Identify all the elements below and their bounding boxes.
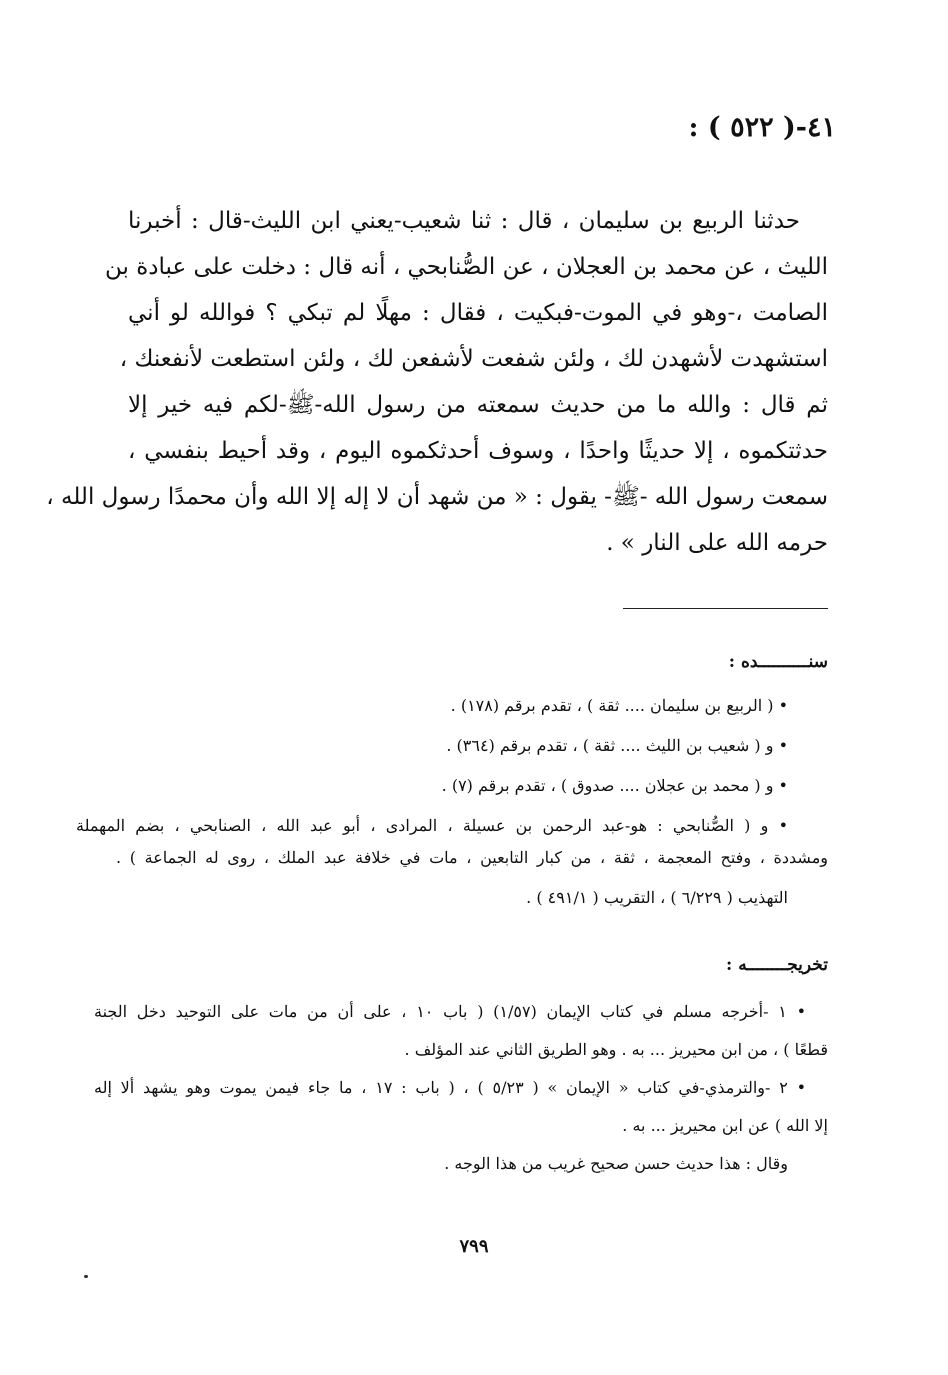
hadith-text-line: حدثنا الربيع بن سليمان ، قال : ثنا شعيب-يعني ابن الليث-قال : أخبرنا [128, 208, 800, 234]
sanad-item-continuation: ومشددة ، وفتح المعجمة ، ثقة ، من كبار التابعين ، مات في خلافة عبد الملك ، روى له الجماعة ) . [116, 848, 828, 867]
takhrij-item: • ١ -أخرجه مسلم في كتاب الإيمان (١/٥٧) ( باب ١٠ ، على أن من مات على التوحيد دخل الجنة [94, 1002, 807, 1021]
page-number: ٧٩٩ [459, 1236, 489, 1257]
hadith-text-line: حرمه الله على النار » . [606, 530, 828, 556]
hadith-text-line: ثم قال : والله ما من حديث سمعته من رسول الله-ﷺ-لكم فيه خير إلا [128, 392, 828, 418]
sanad-reference: التهذيب ( ٦/٢٢٩ ) ، التقريب ( ٤٩١/١ ) . [526, 888, 788, 907]
hadith-text-line: الصامت ،-وهو في الموت-فبكيت ، فقال : مهلًا لم تبكي ؟ فوالله لو أني [128, 300, 828, 326]
hadith-text-line: سمعت رسول الله -ﷺ- يقول : « من شهد أن لا إله إلا الله وأن محمدًا رسول الله ، [46, 484, 828, 510]
takhrij-item-continuation: قطعًا ) ، من ابن محيريز ... به . وهو الطريق الثاني عند المؤلف . [404, 1040, 828, 1059]
takhrij-item: • ٢ -والترمذي-في كتاب « الإيمان » ( ٥/٢٣ ) ، ( باب : ١٧ ، ما جاء فيمن يموت وهو يشهد ألا إله [94, 1078, 807, 1097]
hadith-text-line: استشهدت لأشهدن لك ، ولئن شفعت لأشفعن لك ، ولئن استطعت لأنفعنك ، [119, 346, 828, 372]
hadith-number-heading: ٤١-( ٥٢٢ ) : [688, 112, 836, 143]
sanad-item: • و ( محمد بن عجلان .... صدوق ) ، تقدم برقم (٧) . [441, 776, 788, 795]
sanad-item: • و ( الصُّنابحي : هو-عبد الرحمن بن عسيلة ، المرادى ، أبو عبد الله ، الصنابحي ، بضم المهملة [76, 816, 789, 835]
footnote-separator [623, 608, 828, 609]
takhrij-heading: تخريجــــــــه : [726, 955, 828, 975]
takhrij-comment: وقال : هذا حديث حسن صحيح غريب من هذا الوجه . [444, 1154, 788, 1173]
sanad-item: • ( الربيع بن سليمان .... ثقة ) ، تقدم برقم (١٧٨) . [450, 696, 788, 715]
sanad-item: • و ( شعيب بن الليث .... ثقة ) ، تقدم برقم (٣٦٤) . [446, 736, 788, 755]
hadith-text-line: الليث ، عن محمد بن العجلان ، عن الصُّنابحي ، أنه قال : دخلت على عبادة بن [105, 254, 828, 280]
hadith-text-line: حدثتكموه ، إلا حديثًا واحدًا ، وسوف أحدثكموه اليوم ، وقد أحيط بنفسي ، [128, 438, 828, 464]
hadith-text [46, 198, 828, 566]
scan-speck [84, 1275, 88, 1278]
takhrij-item-continuation: إلا الله ) عن ابن محيريز ... به . [622, 1116, 828, 1135]
sanad-heading: سنــــــــــده : [728, 652, 828, 672]
